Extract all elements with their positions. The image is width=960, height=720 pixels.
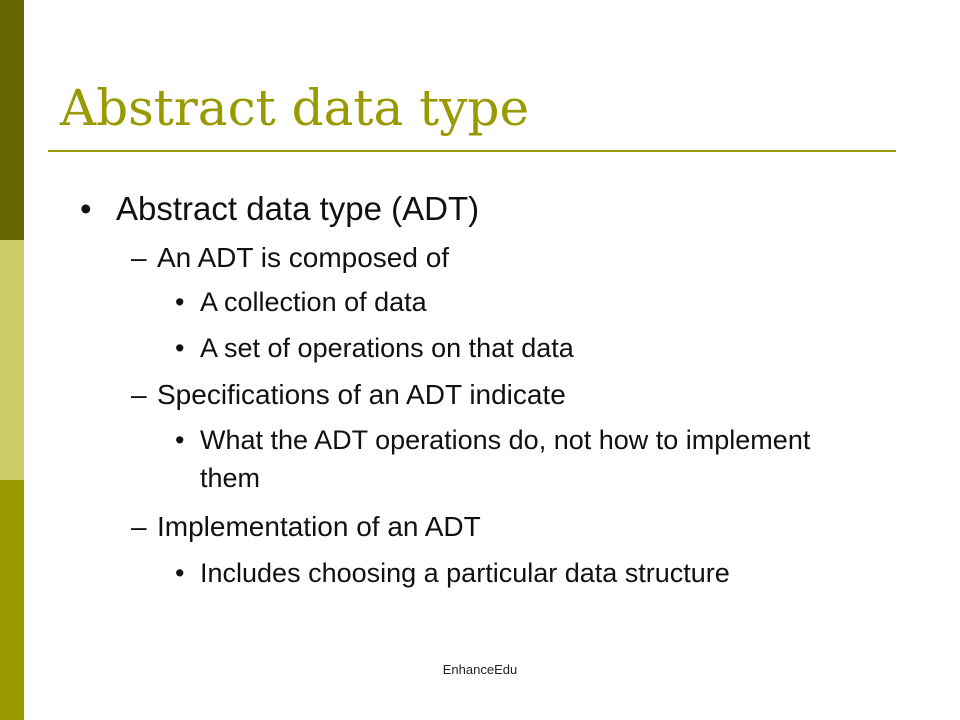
bullet-text-level2: A set of operations on that data [200, 333, 574, 363]
dash-marker: – [131, 242, 147, 273]
bullet-marker: • [80, 190, 92, 227]
slide-footer: EnhanceEdu [442, 662, 518, 677]
bullet-text-level2: A collection of data [200, 287, 427, 317]
dash-marker: – [131, 511, 147, 542]
bullet-marker: • [175, 558, 185, 588]
bullet-marker: • [175, 425, 185, 455]
bullet-marker: • [175, 333, 185, 363]
bullet-marker: • [175, 287, 185, 317]
bullet-text-level2: What the ADT operations do, not how to implement [200, 425, 811, 455]
bullet-text-level0: Abstract data type (ADT) [116, 190, 480, 227]
dash-marker: – [131, 379, 147, 410]
bullet-text-continuation: them [200, 463, 261, 493]
bullet-text-level1: Implementation of an ADT [157, 511, 481, 542]
bullet-text-level1: An ADT is composed of [157, 242, 450, 273]
bullet-text-level2: Includes choosing a particular data structure [200, 558, 730, 588]
slide-title: Abstract data type [60, 79, 530, 137]
bullet-text-level1: Specifications of an ADT indicate [157, 379, 566, 410]
